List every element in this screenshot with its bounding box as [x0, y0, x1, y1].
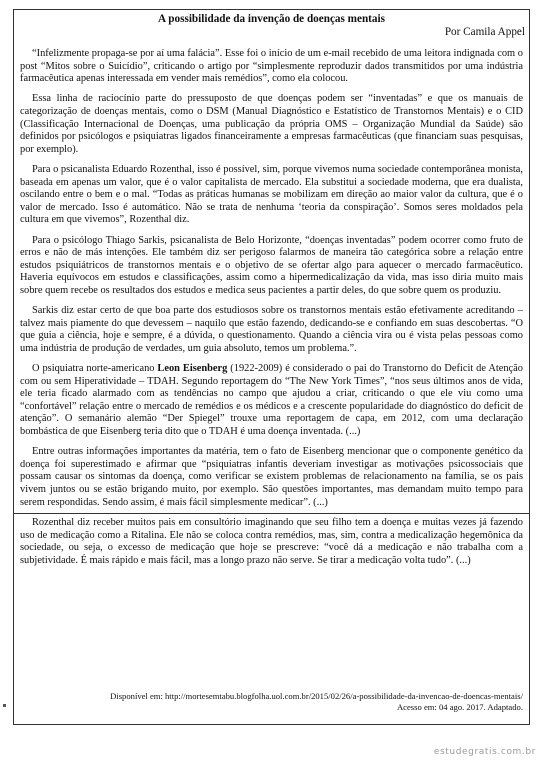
paragraph-6-intro: O psiquiatra norte-americano [32, 363, 158, 375]
article-body-continued [14, 514, 529, 567]
paragraph-6-rest: (1922-2009) é considerado o pai do Transtorno do Deficit de Atenção com ou sem Hiperatividade – TDAH. Segundo reportagem do “The New York Times”, “nos seus últimos anos de vida, ele teria ficado alarmado com as tendências no campo que ajudou a criar, criticando o que ele viu como uma “confortável” relação entre o mercado de remédios e os médicos e a crescente popularidade do diagnóstico do deficit de atenção”. O semanário alemão “Der Spiegel” trouxe uma reportagem de capa, em 2012, com uma declaração bombástica de que Eisenberg teria dito que o TDAH é uma doença inventada. (...) [20, 363, 523, 437]
watermark: estudegratis.com.br [433, 747, 536, 757]
paragraph-8: Rozenthal diz receber muitos pais em consultório imaginando que seu filho tem a doença e muitas vezes já fazendo uso de medicação como a Ritalina. Ele não se coloca contra remédios, mas, sim, contra a medicalização hegemônica da sociedade, ou seja, o excesso de medicação que hoje se prescreve: “você dá a medicação e não trabalha com a subjetividade. É mais rápido e mais fácil, mas a longo prazo não serve. Se tirar a medicação volta tudo”. (...) [20, 517, 523, 566]
margin-mark [3, 704, 6, 707]
paragraph-6 [20, 363, 523, 439]
paragraph-7: Entre outras informações importantes da matéria, tem o fato de Eisenberg mencionar que o componente genético da doença foi superestimado e afirmar que “psiquiatras infantis deveriam investigar as motivações psicossociais que possam causar os sintomas da doença, como verificar se existem problemas de relacionamento na família, se os pais vivem juntos ou se estão brigando muito, por exemplo. São questões importantes, mas demandam muito tempo para serem respondidas. Sendo assim, é mais fácil simplesmente medicar”. (...) [20, 446, 523, 508]
article-body [14, 48, 529, 509]
article-header [14, 10, 529, 48]
article-author: Por Camila Appel [444, 26, 525, 38]
paragraph-2: Essa linha de raciocínio parte do pressuposto de que doenças podem ser “inventadas” e que os manuais de categorização de doenças mentais, como o DSM (Manual Diagnóstico e Estatístico de Transtornos Mentais) e o CID (Classificação Internacional de Doenças, uma publicação da própria OMS – Organização Mundial da Saúde) são definidos por psicólogos e psiquiatras ligados financeiramente a empresas farmacêuticas (que financiam suas pesquisas, por exemplo). [20, 93, 523, 155]
article-frame [13, 9, 530, 725]
paragraph-5: Sarkis diz estar certo de que boa parte dos estudiosos sobre os transtornos mentais estão efetivamente acreditando – talvez mais piamente do que devessem – naquilo que estão fazendo, dedicando-se e confiando em suas descobertas. “O que guia a ciência, hoje e sempre, é a dúvida, o questionamento. Quando a ciência vira ou é vista pelas pessoas como uma indústria de produção de verdades, um guia absoluto, temos um problema.”. [20, 305, 523, 354]
paragraph-4: Para o psicólogo Thiago Sarkis, psicanalista de Belo Horizonte, “doenças inventadas” podem ocorrer como fruto de erros e não de más intenções. Ele também diz ser perigoso falarmos de maneira tão categórica sobre a relação entre estudos psiquiátricos de transtornos mentais e o objetivo de se ofertar algo para aquecer o mercado farmacêutico. Haveria equívocos em estudos e classificações, assim como a hipermedicalização da vida, mas isso diria muito mais sobre quem recebe os resultados dos estudos e medica seus pacientes a partir deles, do que sobre quem os produziu. [20, 234, 523, 296]
source-access-line: Acesso em: 04 ago. 2017. Adaptado. [396, 702, 523, 712]
person-name-eisenberg: Leon Eisenberg [157, 363, 228, 375]
source-url-line: Disponível em: http://mortesemtabu.blogfolha.uol.com.br/2015/02/26/a-possibilidade-da-invencao-de-doencas-mentais/ [110, 691, 523, 701]
paragraph-1: “Infelizmente propaga-se por aí uma falácia”. Esse foi o início de um e-mail recebido de uma leitora indignada com o post “Mitos sobre o Suicídio”, criticando o artigo por “simplesmente reproduzir dados transmitidos por uma indústria farmacêutica apenas interessada em vender mais remédios”, como ela colocou. [20, 48, 523, 85]
paragraph-3: Para o psicanalista Eduardo Rozenthal, isso é possível, sim, porque vivemos numa sociedade contemporânea monista, baseada em apenas um valor, que é o valor capitalista de mercado. Ela substitui a sociedade moderna, que era dualista, oscilando entre o bem e o mal. “Todas as práticas humanas se mobilizam em direção ao maior valor da cultura, que é o valor de mercado. Isso é automático. Não se trata de nenhuma ‘teoria da conspiração’. Somos seres moldados pela cultura em que vivemos”, Rozenthal diz. [20, 163, 523, 226]
article-title: A possibilidade da invenção de doenças mentais [158, 13, 385, 25]
source-citation [110, 691, 523, 713]
